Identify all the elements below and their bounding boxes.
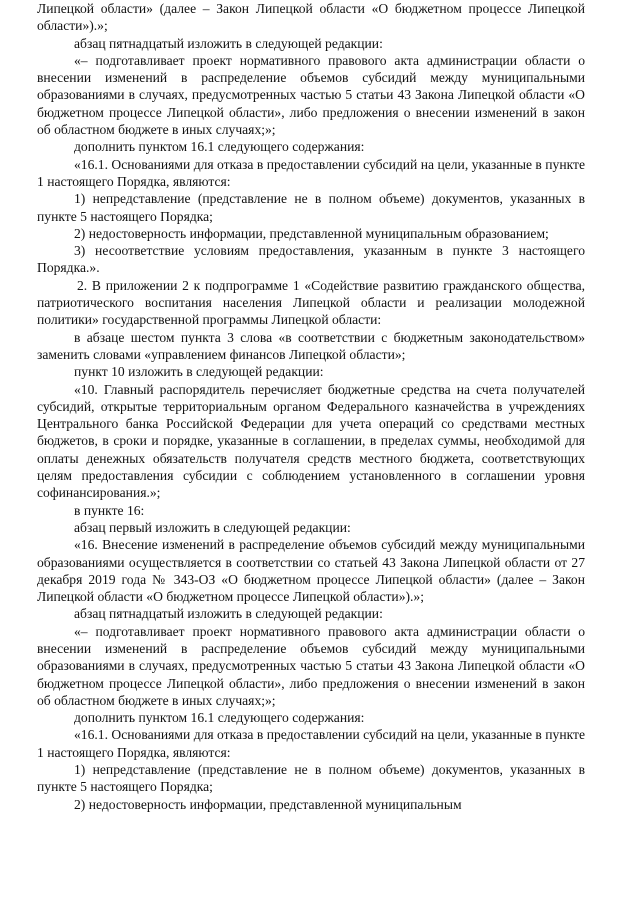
paragraph-p15: «16. Внесение изменений в распределение объемов субсидий между муниципальными образованиями осуществляется в соответствии со статьей 43 Закона Липецкой области от 27 декабря 2019 года № 343-ОЗ «О бюджетном процессе Липецкой области» (далее – Закон Липецкой области «О бюджетном процессе Липецкой области»).»; xyxy=(37,537,585,605)
paragraph-p10: в абзаце шестом пункта 3 слова «в соответствии с бюджетным законодательством» заменить словами «управлением финансов Липецкой области»; xyxy=(37,329,585,362)
paragraph-p03: «– подготавливает проект нормативного правового акта администрации области о внесении изменений в распределение объемов субсидий между муниципальными образованиями в случаях, предусмотренных частью 5 статьи 43 Закона Липецкой области «О бюджетном процессе Липецкой области», либо предложения о внесении изменений в закон об областном бюджете в иных случаях;»; xyxy=(37,52,585,138)
paragraph-p19: «16.1. Основаниями для отказа в предоставлении субсидий на цели, указанные в пункте 1 настоящего Порядка, являются: xyxy=(37,727,585,760)
paragraph-p21: 2) недостоверность информации, представленной муниципальным xyxy=(74,796,462,812)
paragraph-p04: дополнить пунктом 16.1 следующего содержания: xyxy=(74,139,365,155)
document-page xyxy=(37,0,585,813)
paragraph-p01: Липецкой области» (далее – Закон Липецкой области «О бюджетном процессе Липецкой области»).»; xyxy=(37,1,585,34)
paragraph-p17: «– подготавливает проект нормативного правового акта администрации области о внесении изменений в распределение объемов субсидий между муниципальными образованиями в случаях, предусмотренных частью 5 статьи 43 Закона Липецкой области «О бюджетном процессе Липецкой области», либо предложения о внесении изменений в закон об областном бюджете в иных случаях;»; xyxy=(37,623,585,708)
paragraph-p13: в пункте 16: xyxy=(74,502,145,518)
paragraph-p06: 1) непредставление (представление не в полном объеме) документов, указанных в пункте 5 настоящего Порядка; xyxy=(37,191,585,224)
paragraph-p11: пункт 10 изложить в следующей редакции: xyxy=(74,364,324,380)
paragraph-p16: абзац пятнадцатый изложить в следующей редакции: xyxy=(74,606,383,622)
paragraph-p08: 3) несоответствие условиям предоставления, указанным в пункте 3 настоящего Порядка.». xyxy=(37,243,585,276)
paragraph-p02: абзац пятнадцатый изложить в следующей редакции: xyxy=(74,35,383,51)
paragraph-p07: 2) недостоверность информации, представленной муниципальным образованием; xyxy=(74,225,549,241)
paragraph-p12: «10. Главный распорядитель перечисляет бюджетные средства на счета получателей субсидий, открытые территориальным органом Федерального казначейства в учреждениях Центрального банка Российской Федерации для учета операций со средствами местных бюджетов, в сроки и порядке, указанные в соглашении, в пределах суммы, необходимой для оплаты денежных обязательств получателя средств местного бюджета, соответствующих целям предоставления субсидии с соблюдением установленного в соглашении уровня софинансирования.»; xyxy=(37,381,585,501)
paragraph-p18: дополнить пунктом 16.1 следующего содержания: xyxy=(74,710,365,726)
paragraph-p20: 1) непредставление (представление не в полном объеме) документов, указанных в пункте 5 настоящего Порядка; xyxy=(37,762,585,795)
paragraph-p05: «16.1. Основаниями для отказа в предоставлении субсидий на цели, указанные в пункте 1 настоящего Порядка, являются: xyxy=(37,156,585,189)
paragraph-p14: абзац первый изложить в следующей редакции: xyxy=(74,519,351,535)
paragraph-p09: 2. В приложении 2 к подпрограмме 1 «Содействие развитию гражданского общества, патриотического воспитания населения Липецкой области и реализации молодежной политики» государственной программы Липецкой области: xyxy=(37,277,585,328)
